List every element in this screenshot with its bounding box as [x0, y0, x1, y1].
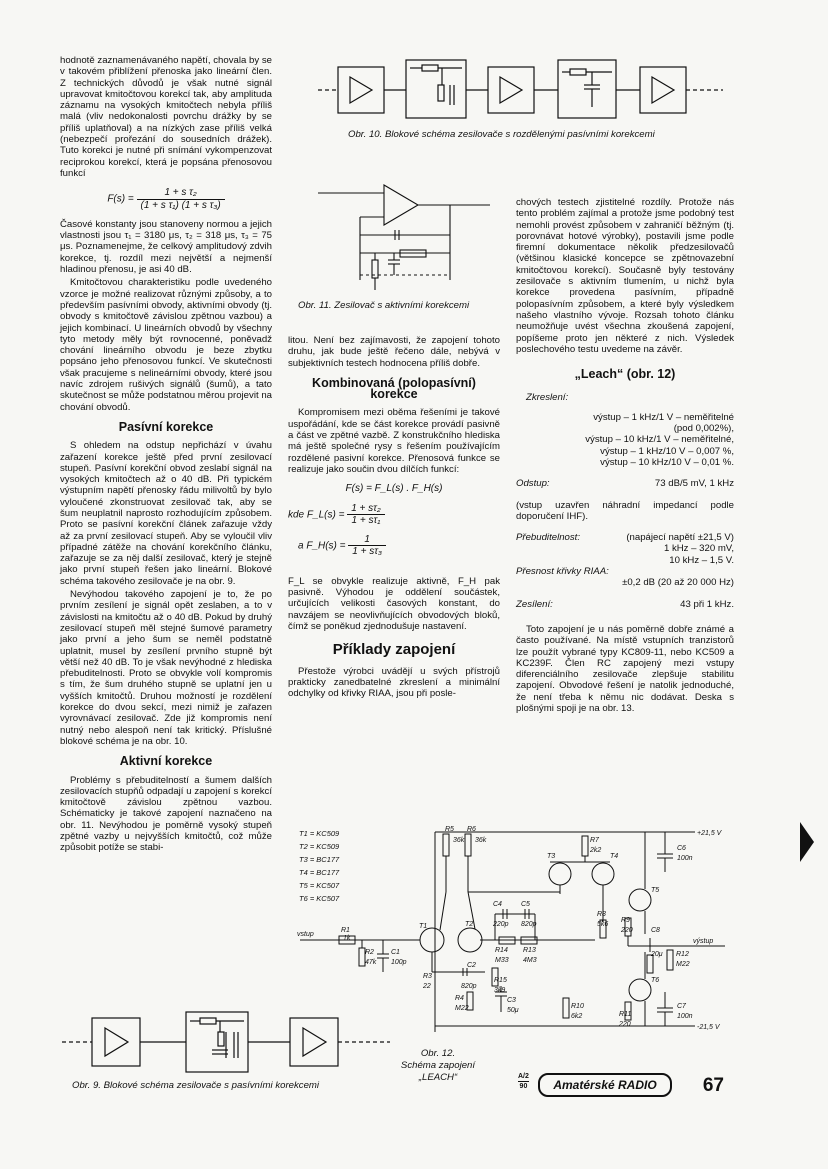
paragraph: (vstup uzavřen náhradní impedancí podle doporučení IHF). — [516, 499, 734, 522]
spec-label: Přesnost křivky RIAA: — [516, 566, 609, 578]
component-value: M22 — [676, 961, 690, 968]
component-label: C8 — [651, 927, 660, 934]
column-right — [516, 197, 734, 716]
component-value: 36k — [475, 837, 487, 844]
component-label: C2 — [467, 962, 476, 969]
component-value: 47k — [365, 959, 377, 966]
component-label: R12 — [676, 951, 689, 958]
issue-bottom: 90 — [519, 1083, 528, 1090]
component-label: C3 — [507, 997, 516, 1004]
fraction — [348, 534, 386, 558]
paragraph: Nevýhodou takového zapojení je to, že po prvním zesílení je signál opět zeslaben, a to v závislosti na kmitočtu až o 40 dB. Pokud by druhý zesilovací stupeň měl stejné šumové parametry jako první a jeho šum se neměl podstatně uplatnit, musel by zesílení prvního stupně být větší než 40 dB. To je však nevýhodné z hlediska přebuditelnosti. Proto se obvykle volí kompromis s tím, že šum druhého stupně se uplatní jen u vyšších kmitočtů. Druhou možností je rozdělení korekce do dvou sekcí, mezi nimiž je zařazen vyrovnávací zesilovač. Zde již kompromis není nutný nebo alespoň není tak kritický. Příslušné blokové schéma je na obr. 10. — [60, 589, 272, 747]
spec-label: Přebuditelnost: — [516, 532, 580, 544]
fraction — [137, 187, 225, 211]
component-value: 5k6 — [597, 921, 609, 928]
supply-plus-label: +21,5 V — [697, 830, 722, 837]
snr-row — [516, 478, 734, 489]
overload-row — [516, 532, 734, 543]
component-value: 220p — [493, 921, 509, 928]
paragraph: Časové konstanty jsou stanoveny normou a jejich vlastnosti jsou τ₁ = 3180 μs, τ₂ = 318 μs, τ₃ = 75 μs. Poznamenejme, že celkový amplitudový zdvih korekce, tj. rozdíl mezi největší a nejmenší hladinou přenosu, je asi 40 dB. — [60, 218, 272, 276]
spec-label: Zesílení: — [516, 598, 553, 610]
formula-fh — [288, 534, 500, 558]
paragraph: Problémy s přebuditelností a šumem dalších zesilovacích stupňů odpadají u zapojení s korekcí kmitočtově závislou zpětnou vazbou. Schématicky je takové zapojení naznačeno na obr. 11. Nevýhodou je poměrně vysoký stupeň zpětné vazby u nejvyšších kmitočtů, což může způsobit potíže se stabi- — [60, 774, 272, 854]
spec-label: Zkreslení: — [526, 392, 569, 404]
paragraph: chových testech zjistitelné rozdíly. Protože nás tento problém zajímal a protože jsme podobný test nemohli provést způsobem v zahraničí běžným (tj. porovnávat hotové výrobky), postavili jsme podle firemní dokumentace několik předzesilovačů (většinou klasické koncepce se zpětnovazební kmitočtovou korekcí). Současně byly testovány zesilovače s aktivním tlumením, u nichž byla korekce provedena pasívním, případně polopasívním způsobem, a které byly výsledkem našeho vlastního vývoje. Rozsah tohoto článku neumožňuje uvést všechna zkoušená zapojení, popíšeme proto jen některé z nich. Výsledek poslechového testu uvedeme na závěr. — [516, 197, 734, 355]
paragraph: Přestože výrobci uvádějí u svých přístrojů prakticky zanedbatelné zkreslení a minimální odchylky od křivky RIAA, jsou při posle- — [288, 665, 500, 700]
formula-lhs: F(s) = — [107, 193, 134, 205]
component-label: T6 — [651, 977, 660, 984]
output-label: výstup — [693, 938, 714, 945]
component-value: 100n — [677, 855, 693, 862]
component-label: R4 — [455, 995, 464, 1002]
magazine-logo: Amatérské RADIO — [538, 1073, 672, 1097]
transistor-list-item: T1 = KC509 — [299, 829, 340, 838]
section-heading: Pasívní korekce — [118, 419, 214, 434]
paragraph: Kmitočtovou charakteristiku podle uvedeného vzorce je možné realizovat různými způsoby, a to především pasívními obvody, aktivními obvody (tj. obvody s kmitočtově závislou zpětnou vazbou) a jejich kombinací. U lineárních obvodů by všechny tyto metody měly být rovnocenné, poněvadž chování lineárního obvodu je beze zbytku popsáno jeho přenosovou funkcí. Ve skutečnosti však pracujeme s nelineárními obvody, které jsou navíc zdrojem rušivých signálů (šumů), a tato skutečnost se může podstatnou měrou projevit na chování obvodů. — [60, 277, 272, 413]
component-value: 6k2 — [571, 1013, 583, 1020]
spec-line: (pod 0,002%), — [673, 423, 734, 435]
component-value: 3k9 — [494, 987, 506, 994]
continue-arrow-icon — [800, 822, 814, 862]
section-heading: Aktivní korekce — [119, 754, 213, 769]
section-heading: Příklady zapojení — [332, 641, 456, 659]
caption-line: „LEACH“ — [418, 1072, 458, 1083]
paragraph: hodnotě zaznamenávaného napětí, chovala by se v takovém přiblížení přenoska jako lineární člen. Z technických důvodů je však nutné signál upravovat kmitočtovou korekcí tak, aby amplituda záznamu na vysokých kmitočtech nebyla příliš malá (vliv nedokonalosti povrchu drážky by se příliš uplatňoval) a na nízkých zase příliš velká (nebezpečí prořezání do sousedních drážek). Tuto korekci je nutné při snímání vykompenzovat reciprokou korekcí, která je popsána přenosovou funkcí — [60, 55, 272, 179]
formula-product: F(s) = F_L(s) . F_H(s) — [345, 483, 443, 495]
spec-label: Odstup: — [516, 478, 550, 490]
component-value: 20μ — [651, 951, 663, 958]
figure-11-schematic — [300, 175, 510, 295]
component-value: 22 — [423, 983, 431, 990]
spec-line: (napájecí napětí ±21,5 V) — [626, 532, 734, 544]
component-label: C6 — [677, 845, 686, 852]
component-value: 36k — [453, 837, 465, 844]
component-value: 220 — [621, 927, 633, 934]
fraction-denominator: (1 + s τ₁) (1 + s τ₃) — [140, 199, 221, 211]
component-label: T5 — [651, 887, 660, 894]
component-value: 220 — [619, 1021, 631, 1028]
column-left — [60, 55, 272, 856]
component-label: R9 — [621, 917, 630, 924]
component-label: C5 — [521, 901, 530, 908]
distortion-list — [516, 412, 734, 468]
formula-lhs: kde F_L(s) = — [288, 509, 345, 520]
transistor-list-item: T2 = KC509 — [299, 842, 340, 851]
component-label: R10 — [571, 1003, 584, 1010]
component-label: R11 — [619, 1011, 632, 1018]
component-label: R2 — [365, 949, 374, 956]
paragraph: Toto zapojení je u nás poměrně dobře známé a často používané. Na místě vstupních tranzistorů lze použít vybrané typy KC809-11, nebo KC509 a KC239F. Člen RC zapojený mezi vstupy diferenciálního zesilovače zlepšuje stabilitu zapojení. Obvodové řešení je natolik jednoduché, že není třeba k němu nic dodávat. Deska s plošnými spoji je na obr. 13. — [516, 623, 734, 714]
component-label: C4 — [493, 901, 502, 908]
spec-line: výstup – 1 kHz/1 V – neměřitelné — [593, 411, 734, 423]
component-value: 4M3 — [523, 957, 537, 964]
supply-minus-label: -21,5 V — [697, 1024, 720, 1031]
fraction-numerator: 1 — [348, 534, 386, 546]
column-middle — [288, 335, 500, 701]
component-value: 1k — [343, 935, 351, 942]
section-heading: „Leach“ (obr. 12) — [574, 367, 676, 382]
component-label: T4 — [610, 853, 619, 860]
transistor-list-item: T6 = KC507 — [299, 894, 340, 903]
component-label: R8 — [597, 911, 606, 918]
figure-10-block-diagram — [318, 55, 728, 125]
section-heading: Kombinovaná (polopasívní) korekce — [312, 375, 476, 402]
caption-line: Schéma zapojení — [400, 1060, 476, 1071]
spec-value: 73 dB/5 mV, 1 kHz — [654, 478, 734, 490]
component-value: 50μ — [507, 1007, 519, 1014]
component-value: M22 — [455, 1005, 469, 1012]
spec-line: výstup – 10 kHz/1 V – neměřitelné, — [585, 434, 734, 446]
transistor-list-item: T3 = BC177 — [299, 855, 340, 864]
component-value: 100n — [677, 1013, 693, 1020]
spec-line: 1 kHz – 320 mV, — [663, 543, 734, 555]
issue-number — [518, 1072, 529, 1091]
component-label: T3 — [547, 853, 556, 860]
component-label: R15 — [494, 977, 507, 984]
spec-line: výstup – 1 kHz/10 V – 0,007 %, — [600, 445, 734, 457]
figure-9-caption: Obr. 9. Blokové schéma zesilovače s pasívními korekcemi — [72, 1080, 320, 1091]
paragraph: litou. Není bez zajímavosti, že zapojení tohoto druhu, jak bude ještě řečeno dále, nebývá v subjektivních testech hodnocena příliš dobře. — [288, 335, 500, 369]
page-number: 67 — [702, 1075, 724, 1096]
spec-value: 43 při 1 kHz. — [680, 598, 734, 610]
figure-11-caption: Obr. 11. Zesilovač s aktivními korekcemi — [298, 300, 470, 311]
component-label: C1 — [391, 949, 400, 956]
paragraph: Kompromisem mezi oběma řešeními je takové uspořádání, kde se část korekce provádí pasivně a část ve zpětné vazbě. Z konstrukčního hlediska má ještě společné rysy s řešením používajícím rozdělené pasivní korekce. Přenosová funkce se realizuje jako součin dvou dílčích funkcí: — [288, 407, 500, 475]
component-label: R3 — [423, 973, 432, 980]
figure-9-block-diagram — [62, 1010, 392, 1074]
spec-line: 10 kHz – 1,5 V. — [669, 554, 734, 566]
component-label: R13 — [523, 947, 536, 954]
component-label: R5 — [445, 826, 454, 833]
fraction-numerator: 1 + sτ₂ — [347, 503, 385, 515]
paragraph: F_L se obvykle realizuje aktivně, F_H pak pasivně. Výhodou je oddělení součástek, určujících velikosti časových konstant, do navzájem se neovlivňujících obvodových bloků, čímž se poněkud zjednodušuje nastavení. — [288, 575, 500, 632]
component-label: C7 — [677, 1003, 686, 1010]
component-label: T1 — [419, 923, 428, 930]
component-value: 2k2 — [590, 847, 602, 854]
component-value: 100p — [391, 959, 407, 966]
fraction-denominator: 1 + sτ₃ — [352, 546, 382, 558]
spec-line: výstup – 10 kHz/10 V – 0,01 %. — [600, 456, 734, 468]
spec-value: ±0,2 dB (20 až 20 000 Hz) — [622, 577, 734, 589]
formula-transfer-function — [60, 187, 272, 211]
gain-row — [516, 599, 734, 610]
component-label: R1 — [341, 927, 350, 934]
component-label: R7 — [590, 837, 599, 844]
paragraph: S ohledem na odstup nepřichází v úvahu zařazení korekce ještě před první zesilovací stupeň. Pasívní korekční obvod zeslabí signál na vysokých kmitočtech až o 40 dB. Při typickém výstupním napětí přenosky řádu milivoltů by bylo vyloučené zkonstruovat zesilovač tak, aby se šum neuplatnil naprosto rozhodujícím způsobem. Proto se pasívní korekční článek zařazuje vždy až za první zesilovací stupeň. Aby se vyloučil vliv případné zátěže na chování korekčního článku, zařazuje se za něj další zesilovač, který je stejně jako první stupeň řešen jako lineární. Blokové schéma takového zesilovače je na obr. 9. — [60, 440, 272, 587]
component-label: R6 — [467, 826, 476, 833]
component-label: R14 — [495, 947, 508, 954]
formula-fl — [288, 503, 500, 527]
formula-lhs: a F_H(s) = — [298, 540, 346, 552]
component-label: T2 — [465, 921, 474, 928]
fraction-denominator: 1 + sτ₁ — [351, 514, 381, 526]
issue-top: A/2 — [518, 1073, 529, 1080]
component-value: 820p — [521, 921, 537, 928]
transistor-list-item: T5 = KC507 — [299, 881, 340, 890]
caption-line: Obr. 12. — [420, 1048, 456, 1059]
fraction — [347, 503, 385, 527]
figure-10-caption: Obr. 10. Blokové schéma zesilovače s rozdělenými pasívními korekcemi — [348, 129, 655, 140]
transistor-list-item: T4 = BC177 — [299, 868, 340, 877]
component-value: 820p — [461, 983, 477, 990]
component-value: M33 — [495, 957, 509, 964]
figure-12-caption — [398, 1048, 478, 1084]
figure-12-schematic — [295, 822, 735, 1037]
fraction-numerator: 1 + s τ₂ — [137, 187, 225, 199]
input-label: vstup — [297, 931, 314, 938]
